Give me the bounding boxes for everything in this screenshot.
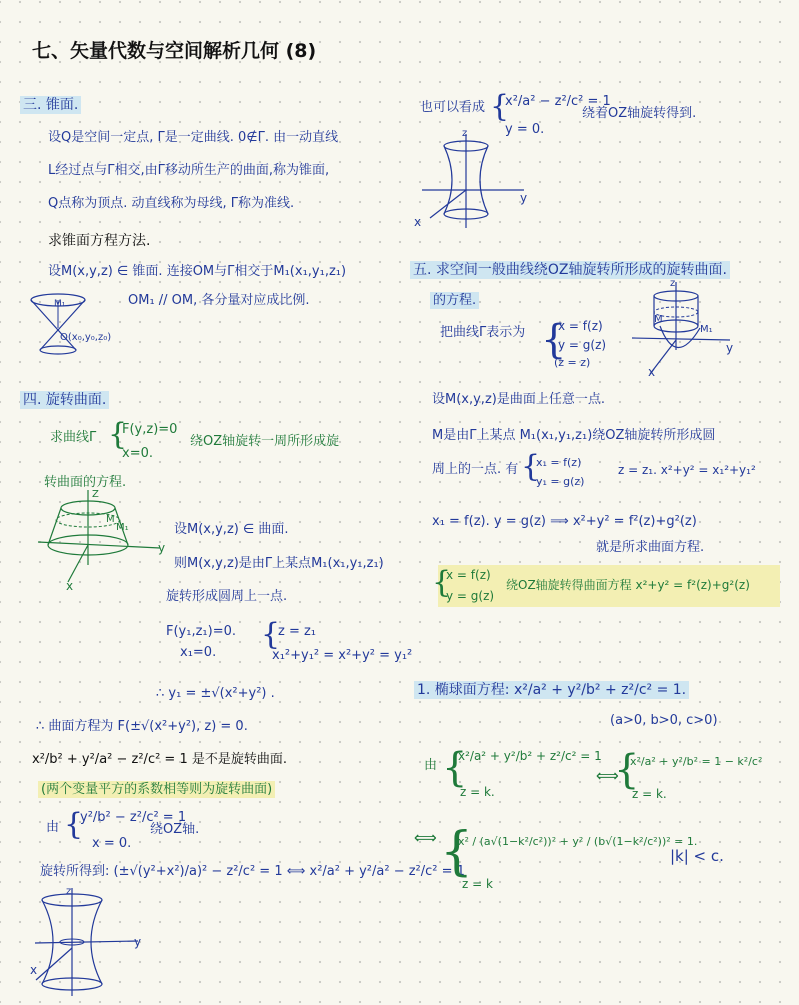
hyperboloid-fig-x: x [30,963,38,977]
brace: { [440,822,474,882]
general-p4: x₁ = f(z). y = g(z) ⟹ x²+y² = f²(z)+g²(z) [432,514,697,529]
rotation-fig-m: M [106,514,115,525]
cone-def-line2: L经过点与Γ相交,由Γ移动所生产的曲面,称为锥面, [48,163,330,178]
section-cone-heading: 三. 锥面. [20,97,81,113]
general-p1: 设M(x,y,z)是曲面上任意一点. [432,392,605,407]
rotation-deriv2: 则M(x,y,z)是由Γ上某点M₁(x₁,y₁,z₁) [174,556,384,571]
general-hl-result: 绕OZ轴旋转得曲面方程 x²+y² = f²(z)+g²(z) [506,578,750,592]
cone-fig-vertex: O(x₀,y₀,z₀) [60,332,112,343]
cone-figure [28,288,118,368]
hyperboloid-fig-y: y [134,935,142,949]
general-p3a: 周上的一点. 有 [432,462,519,477]
rotation-deriv4a: F(y₁,z₁)=0. [166,624,236,639]
rotation-sys2: x=0. [122,446,153,461]
general-p5: 就是所求曲面方程. [596,540,705,555]
ellipsoid-sysA: x²/a² + y²/b² + z²/c² = 1 [458,749,602,763]
brace: { [432,565,452,600]
hyperboloid-figure [30,888,145,1000]
general-p3s2: y₁ = g(z) [536,475,585,488]
rotation-figure [38,490,166,590]
rotation-result: ∴ 曲面方程为 F(±√(x²+y²), z) = 0. [36,719,248,734]
rotation-intro-c: 转曲面的方程. [44,475,127,490]
brace: { [261,617,281,652]
rotation-fig-z: Z [92,489,99,500]
brace: { [521,449,541,484]
cone-def-line3: Q点称为顶点. 动直线称为母线, Γ称为准线. [48,196,295,211]
ellipsoid-finB: z = k [462,877,493,891]
general-fig-z: z [670,278,676,289]
ellipsoid-condition: (a>0, b>0, c>0) [610,713,718,728]
brace: { [490,89,510,124]
brace: { [541,317,567,363]
section-general-rotation-heading: 五. 求空间一般曲线绕OZ轴旋转所形成的旋转曲面. [410,262,730,278]
rotation-deriv4d: x₁²+y₁² = x²+y² = y₁² [272,648,413,663]
hyperboloid-fig-z: z [66,886,72,897]
rotation-deriv5: ∴ y₁ = ±√(x²+y²) . [156,686,275,701]
general-sys3: (z = z) [554,356,591,369]
rotation-deriv4b: x₁=0. [180,645,217,660]
cone-method-eq1: 设M(x,y,z) ∈ 锥面. 连接OM与Γ相交于M₁(x₁,y₁,z₁) [48,264,347,279]
general-sys2: y = g(z) [558,338,607,352]
rotation-fig-y: y [158,541,166,555]
rotation-sys1: F(y,z)=0 [122,422,178,437]
example-note: (两个变量平方的系数相等则为旋转曲面) [38,782,275,798]
ellipsoid-iff: ⟺ [596,766,619,785]
general-method-title: 的方程. [430,293,479,309]
example-by: 由 [46,820,60,835]
ellipsoid-sysD: z = k. [632,787,667,801]
rotation-deriv1: 设M(x,y,z) ∈ 曲面. [174,522,289,537]
right-top-sys2: y = 0. [505,122,545,137]
general-sys1: x = f(z) [558,319,603,333]
rotation-intro-b: 绕OZ轴旋转一周所形成旋 [190,434,340,449]
general-curve-intro: 把曲线Γ表示为 [440,325,526,340]
example-sysA: y²/b² − z²/c² = 1 [80,810,187,825]
general-fig-x: x [648,365,656,379]
cone-method-title: 求锥面方程方法. [48,233,151,249]
general-p3s1: x₁ = f(z) [536,456,582,469]
rotation-fig-x: x [66,579,74,593]
example-result: 旋转所得到: (±√(y²+x²)/a)² − z²/c² = 1 ⟺ x²/a² + y²/a² − z²/c² = 1 [40,864,465,879]
right-top-b: 绕着OZ轴旋转得到. [582,106,697,121]
example-question: x²/b² + y²/a² − z²/c² = 1 是不是旋转曲面. [32,752,287,767]
ellipsoid-sysC: x²/a² + y²/b² = 1 − k²/c² [630,755,763,768]
cone-def-line1: 设Q是空间一定点, Γ是一定曲线. 0∉Γ. 由一动直线 [48,130,339,145]
rotation-fig-m1: M₁ [116,522,129,533]
ellipsoid-finA: x² / (a√(1−k²/c²))² + y² / (b√(1−k²/c²))² = 1. [458,835,698,848]
hyp-right-z: z [462,128,468,139]
rotation-deriv3: 旋转形成圆周上一点. [166,589,288,604]
brace: { [614,747,640,793]
general-hl-sys1: x = f(z) [446,568,491,582]
hyp-right-y: y [520,191,528,205]
page-title: 七、矢量代数与空间解析几何 (8) [32,40,317,62]
example-axis: 绕OZ轴. [150,822,200,837]
general-p3b: z = z₁. x²+y² = x₁²+y₁² [618,463,756,477]
general-fig-m1: M₁ [700,324,713,335]
cone-fig-m1: M₁ [54,299,66,309]
hyp-right-x: x [414,215,422,229]
hyperboloid-right-figure [418,132,530,232]
general-p2: M是由Γ上某点 M₁(x₁,y₁,z₁)绕OZ轴旋转所形成圆 [432,428,716,443]
general-hl-sys2: y = g(z) [446,589,495,603]
general-fig-m: M [654,314,663,325]
section-rotation-heading: 四. 旋转曲面. [20,392,109,408]
brace: { [64,807,84,842]
example-sysB: x = 0. [92,836,132,851]
general-fig-y: y [726,341,734,355]
ellipsoid-by: 由 [424,758,438,773]
ellipsoid-sysB: z = k. [460,785,495,799]
section-ellipsoid-heading: 1. 椭球面方程: x²/a² + y²/b² + z²/c² = 1. [414,682,689,698]
ellipsoid-k-condition: |k| < c. [670,847,724,865]
rotation-intro-a: 求曲线Γ [50,430,97,445]
brace: { [108,417,128,452]
general-rotation-figure [630,278,740,378]
right-top-sys1: x²/a² − z²/c² = 1 [505,94,611,109]
brace: { [442,745,468,791]
cone-method-eq2: OM₁ // OM, 各分量对应成比例. [128,293,310,308]
ellipsoid-final-iff: ⟺ [414,828,437,847]
rotation-deriv4c: z = z₁ [278,624,317,639]
right-top-a: 也可以看成 [420,100,486,115]
